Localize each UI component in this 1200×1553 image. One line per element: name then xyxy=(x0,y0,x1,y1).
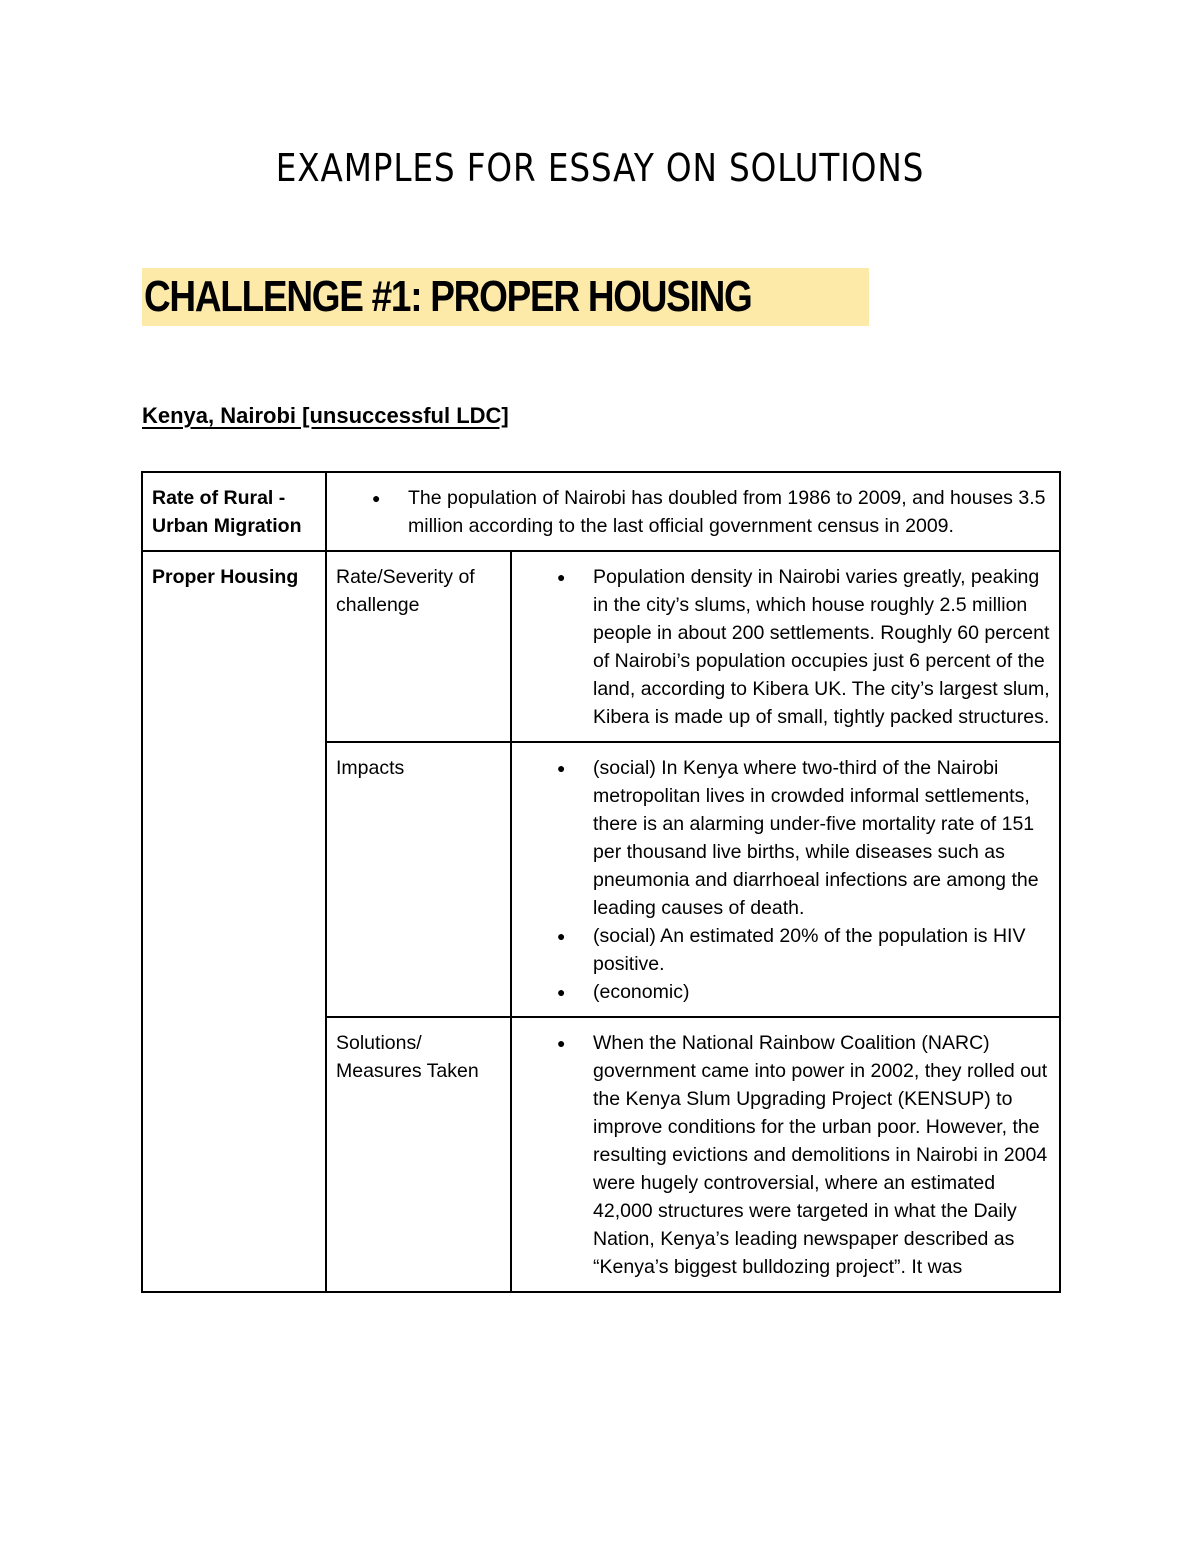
info-table xyxy=(141,471,1061,1293)
row-content-migration xyxy=(326,472,1060,551)
row-label-housing: Proper Housing xyxy=(142,551,326,1292)
bullet-list xyxy=(521,1029,1051,1281)
table-row xyxy=(142,472,1060,551)
challenge-heading-text: CHALLENGE #1: PROPER HOUSING xyxy=(144,272,752,321)
list-item: ● The population of Nairobi has doubled from 1986 to 2009, and houses 3.5 million according to the last official government census in 2009. xyxy=(408,484,1051,540)
sub-content-solutions xyxy=(511,1017,1060,1292)
table-row xyxy=(142,551,1060,742)
list-item: ● When the National Rainbow Coalition (NARC) government came into power in 2002, they rolled out the Kenya Slum Upgrading Project (KENSUP) to improve conditions for the urban poor. However, the resulting evictions and demolitions in Nairobi in 2004 were hugely controversial, where an estimated 42,000 structures were targeted in what the Daily Nation, Kenya’s leading newspaper described as “Kenya’s biggest bulldozing project”. It was xyxy=(593,1029,1051,1281)
sub-content-severity xyxy=(511,551,1060,742)
sub-label-severity: Rate/Severity of challenge xyxy=(326,551,511,742)
list-item: ● (economic) xyxy=(593,978,1051,1006)
sub-label-impacts: Impacts xyxy=(326,742,511,1017)
list-item: ● Population density in Nairobi varies greatly, peaking in the city’s slums, which house roughly 2.5 million people in about 200 settlements. Roughly 60 percent of Nairobi’s population occupies just 6 percent of the land, according to Kibera UK. The city’s largest slum, Kibera is made up of small, tightly packed structures. xyxy=(593,563,1051,731)
page-title: EXAMPLES FOR ESSAY ON SOLUTIONS xyxy=(275,146,925,190)
row-label-migration: Rate of Rural - Urban Migration xyxy=(142,472,326,551)
sub-content-impacts xyxy=(511,742,1060,1017)
list-item: ● (social) An estimated 20% of the population is HIV positive. xyxy=(593,922,1051,978)
challenge-heading xyxy=(142,268,869,326)
bullet-list xyxy=(336,484,1051,540)
bullet-list xyxy=(521,563,1051,731)
list-item: ● (social) In Kenya where two-third of the Nairobi metropolitan lives in crowded informal settlements, there is an alarming under-five mortality rate of 151 per thousand live births, while diseases such as pneumonia and diarrhoeal infections are among the leading causes of death. xyxy=(593,754,1051,922)
section-heading: Kenya, Nairobi [unsuccessful LDC] xyxy=(142,403,509,428)
bullet-list xyxy=(521,754,1051,1006)
sub-label-solutions: Solutions/ Measures Taken xyxy=(326,1017,511,1292)
